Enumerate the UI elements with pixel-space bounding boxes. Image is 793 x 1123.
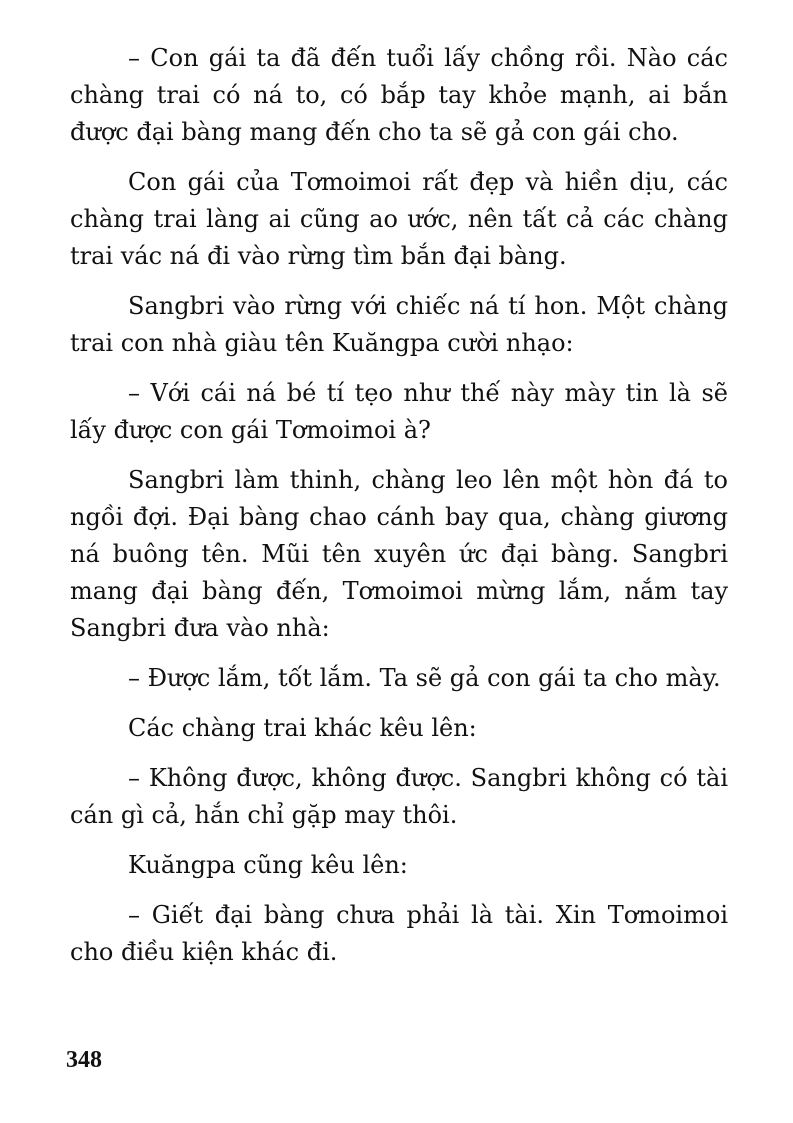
paragraph-1: – Con gái ta đã đến tuổi lấy chồng rồi. Nào các chàng trai có ná to, có bắp tay khỏe mạnh, ai bắn được đại bàng mang đến cho ta sẽ gả con gái cho.: [70, 44, 728, 146]
paragraph-5: Sangbri làm thinh, chàng leo lên một hòn đá to ngồi đợi. Đại bàng chao cánh bay qua, chàng giương ná buông tên. Mũi tên xuyên ức đại bàng. Sangbri mang đại bàng đến, Tơmoimoi mừng lắm, nắm tay Sangbri đưa vào nhà:: [70, 466, 728, 642]
paragraph-3: Sangbri vào rừng với chiếc ná tí hon. Một chàng trai con nhà giàu tên Kuăngpa cười nhạo:: [70, 292, 728, 357]
paragraph-4: – Với cái ná bé tí tẹo như thế này mày tin là sẽ lấy được con gái Tơmoimoi à?: [70, 379, 728, 444]
paragraph-2: Con gái của Tơmoimoi rất đẹp và hiền dịu, các chàng trai làng ai cũng ao ước, nên tất cả các chàng trai vác ná đi vào rừng tìm bắn đại bàng.: [70, 168, 728, 270]
page-body: [70, 40, 728, 984]
page-number: 348: [66, 1047, 102, 1073]
paragraph-9: Kuăngpa cũng kêu lên:: [128, 851, 408, 879]
paragraph-10: – Giết đại bàng chưa phải là tài. Xin Tơmoimoi cho điều kiện khác đi.: [70, 901, 728, 966]
paragraph-7: Các chàng trai khác kêu lên:: [128, 714, 477, 742]
paragraph-6: – Được lắm, tốt lắm. Ta sẽ gả con gái ta cho mày.: [128, 664, 721, 692]
paragraph-8: – Không được, không được. Sangbri không có tài cán gì cả, hắn chỉ gặp may thôi.: [70, 764, 728, 829]
